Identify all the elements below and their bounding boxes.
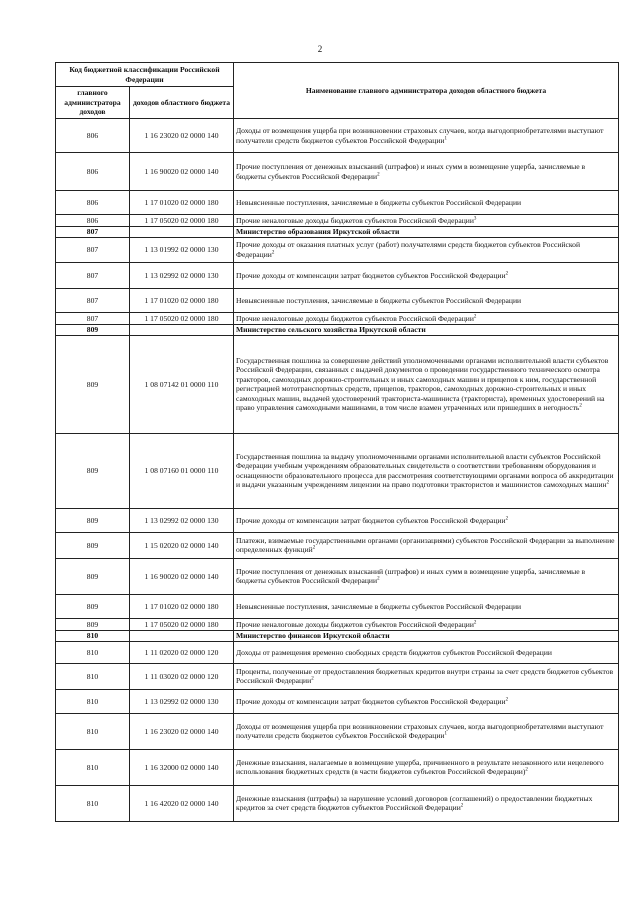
admin-code-cell: 810 [56,641,130,663]
income-name-cell [234,558,619,594]
footnote-marker: 2 [579,403,582,409]
footnote-marker: 1 [444,135,447,141]
income-name-cell [234,433,619,508]
income-name-text: Прочие поступления от денежных взысканий (штрафов) и иных сумм в возмещение ущерба, зачисляемые в бюджеты субъектов Российской Федерации [236,162,586,181]
table-row [56,785,619,821]
footnote-marker: 3 [473,216,477,222]
admin-code-cell: 810 [56,749,130,785]
income-name-cell [234,119,619,153]
income-code-cell: 1 16 23020 02 0000 140 [130,119,234,153]
income-name-text: Прочие неналоговые доходы бюджетов субъектов Российской Федерации [236,619,474,629]
income-code-cell: 1 17 05020 02 0000 180 [130,215,234,227]
income-code-cell: 1 17 05020 02 0000 180 [130,618,234,630]
table-row [56,191,619,215]
income-code-cell: 1 15 02020 02 0000 140 [130,532,234,558]
footnote-marker: 2 [473,620,477,626]
income-code-cell: 1 17 01020 02 0000 180 [130,191,234,215]
admin-code-cell: 807 [56,312,130,324]
income-code-cell: 1 16 90020 02 0000 140 [130,153,234,191]
table-row [56,641,619,663]
table-row [56,262,619,288]
admin-code-cell: 809 [56,325,130,335]
income-name-text: Денежные взыскания, налагаемые в возмещение ущерба, причиненного в результате незаконного или нецелевого использования бюджетных средств (в части бюджетов субъектов Российской Федерации) [236,757,604,777]
admin-code-cell: 809 [56,618,130,630]
footnote-marker: 2 [525,767,528,773]
page-number: 2 [317,44,323,54]
administrator-name-cell [234,227,619,237]
income-name-cell [234,215,619,227]
admin-code-cell: 809 [56,594,130,618]
income-name-text: Министерство образования Иркутской области [236,227,400,237]
income-code-cell: 1 16 42020 02 0000 140 [130,785,234,821]
income-code-cell: 1 13 02992 02 0000 130 [130,508,234,532]
header-name-column: Наименование главного администратора доходов областного бюджета [234,63,619,119]
table-row [56,689,619,713]
table-row [56,618,619,630]
income-name-cell [234,508,619,532]
table-row [56,749,619,785]
income-name-text: Невыясненные поступления, зачисляемые в бюджеты субъектов Российской Федерации [236,197,522,207]
income-code-cell: 1 16 90020 02 0000 140 [130,558,234,594]
header-income-column: доходов областного бюджета [130,87,234,119]
income-name-text: Прочие доходы от оказания платных услуг (работ) получателями средств бюджетов субъектов Российской Федерации [236,240,581,259]
admin-code-cell: 809 [56,433,130,508]
income-name-text: Прочие неналоговые доходы бюджетов субъектов Российской Федерации [236,216,474,225]
income-name-cell [234,262,619,288]
table-row [56,713,619,749]
admin-code-cell: 809 [56,532,130,558]
income-name-cell [234,237,619,262]
footnote-marker: 2 [505,516,509,522]
income-name-cell [234,749,619,785]
income-code-cell: 1 13 02992 02 0000 130 [130,262,234,288]
income-name-cell [234,312,619,324]
income-name-text: Платежи, взимаемые государственными органами (организациями) субъектов Российской Федерации за выполнение определенных функций [236,535,615,555]
admin-code-cell: 810 [56,689,130,713]
header-admin-column: главного администратора доходов [56,87,130,119]
income-name-text: Прочие поступления от денежных взысканий (штрафов) и иных сумм в возмещение ущерба, зачисляемые в бюджеты субъектов Российской Федерации [236,566,586,586]
income-name-text: Прочие неналоговые доходы бюджетов субъектов Российской Федерации [236,313,474,323]
footnote-marker: 2 [606,480,610,486]
income-code-cell [130,227,234,237]
footnote-marker: 2 [473,314,477,320]
table-row [56,508,619,532]
admin-code-cell: 810 [56,785,130,821]
income-code-cell: 1 13 01992 02 0000 130 [130,237,234,262]
income-name-text: Доходы от возмещения ущерба при возникновении страховых случаев, когда выгодоприобретателями выступают получатели средств бюджетов субъектов Российской Федерации [236,721,604,741]
admin-code-cell: 807 [56,288,130,312]
admin-code-cell: 809 [56,335,130,433]
admin-code-cell: 806 [56,191,130,215]
income-name-cell [234,663,619,689]
income-name-text: Невыясненные поступления, зачисляемые в бюджеты субъектов Российской Федерации [236,601,522,611]
footnote-marker: 2 [377,171,380,177]
admin-code-cell: 807 [56,237,130,262]
table-row [56,288,619,312]
table-row [56,663,619,689]
budget-classification-table [55,62,619,822]
table-row [56,433,619,508]
table-body [56,119,619,822]
income-code-cell: 1 11 03020 02 0000 120 [130,663,234,689]
income-name-text: Государственная пошлина за выдачу уполномоченными органами исполнительной власти субъектов Российской Федерации учебным учреждениям образовательных свидетельств о соответствии требованиям оборудования и оснащенности образовательного процесса для рассмотрения соответствующими органами вопроса об аккредитации и выдачи указанным учреждениям лицензии на право подготовки трактористов и машинистов самоходных машин [236,451,614,490]
admin-code-cell: 807 [56,227,130,237]
income-name-text: Денежные взыскания (штрафы) за нарушение условий договоров (соглашений) о предоставлении бюджетных кредитов за счет средств бюджетов субъектов Российской Федерации [236,793,593,813]
income-name-cell [234,641,619,663]
footnote-marker: 2 [271,250,275,256]
admin-code-cell: 809 [56,558,130,594]
income-name-cell [234,191,619,215]
income-code-cell: 1 17 01020 02 0000 180 [130,288,234,312]
income-name-text: Доходы от возмещения ущерба при возникновении страховых случаев, когда выгодоприобретателями выступают получатели средств бюджетов субъектов Российской Федерации [236,126,604,145]
income-name-text: Доходы от размещения временно свободных средств бюджетов субъектов Российской Федерации [236,647,552,657]
footnote-marker: 2 [312,545,316,551]
footnote-marker: 2 [460,803,464,809]
table-row [56,237,619,262]
income-name-cell [234,594,619,618]
income-name-cell [234,335,619,433]
administrator-name-cell [234,325,619,335]
section-row [56,227,619,237]
footnote-marker: 2 [311,676,314,682]
income-code-cell [130,631,234,641]
footnote-marker: 2 [505,271,509,277]
footnote-marker: 1 [444,731,447,737]
table-row [56,312,619,324]
income-name-text: Министерство сельского хозяйства Иркутской области [236,325,426,335]
income-name-cell [234,532,619,558]
header-group-title: Код бюджетной классификации Российской Федерации [56,63,234,87]
admin-code-cell: 810 [56,631,130,641]
income-name-text: Государственная пошлина за совершение действий уполномоченными органами исполнительной власти субъектов Российской Федерации, связанных с выдачей документов о проведении государственного технического осмотра тракторов, самоходных дорожно-строительных и иных самоходных машин и прицепов к ним, государственной регистрацией мототранспортных средств, прицепов, тракторов, самоходных дорожно-строительных и иных самоходных машин, выдачей удостоверений тракториста-машиниста (тракториста), временных удостоверений на право управления самоходными машинами, в том числе взамен утраченных или пришедших в негодность [236,355,609,413]
admin-code-cell: 807 [56,262,130,288]
table-row [56,215,619,227]
section-row [56,631,619,641]
administrator-name-cell [234,631,619,641]
income-name-text: Невыясненные поступления, зачисляемые в бюджеты субъектов Российской Федерации [236,295,522,305]
table-row [56,532,619,558]
table-row [56,119,619,153]
table-row [56,335,619,433]
admin-code-cell: 806 [56,215,130,227]
income-name-cell [234,785,619,821]
income-code-cell: 1 13 02992 02 0000 130 [130,689,234,713]
footnote-marker: 2 [505,697,509,703]
income-name-cell [234,618,619,630]
income-code-cell: 1 17 05020 02 0000 180 [130,312,234,324]
income-name-cell [234,288,619,312]
footnote-marker: 2 [377,576,380,582]
income-name-cell [234,153,619,191]
income-name-cell [234,689,619,713]
income-name-text: Проценты, полученные от предоставления бюджетных кредитов внутри страны за счет средств бюджетов субъектов Российской Федерации [236,666,614,686]
income-code-cell: 1 16 32000 02 0000 140 [130,749,234,785]
income-code-cell: 1 16 23020 02 0000 140 [130,713,234,749]
income-name-text: Прочие доходы от компенсации затрат бюджетов субъектов Российской Федерации [236,515,506,525]
admin-code-cell: 806 [56,119,130,153]
income-code-cell: 1 08 07160 01 0000 110 [130,433,234,508]
income-name-text: Министерство финансов Иркутской области [236,631,390,641]
section-row [56,325,619,335]
income-name-text: Прочие доходы от компенсации затрат бюджетов субъектов Российской Федерации [236,696,506,706]
table-row [56,558,619,594]
income-code-cell [130,325,234,335]
admin-code-cell: 810 [56,663,130,689]
income-code-cell: 1 08 07142 01 0000 110 [130,335,234,433]
income-code-cell: 1 17 01020 02 0000 180 [130,594,234,618]
income-name-cell [234,713,619,749]
income-name-text: Прочие доходы от компенсации затрат бюджетов субъектов Российской Федерации [236,270,506,280]
admin-code-cell: 809 [56,508,130,532]
table-row [56,153,619,191]
admin-code-cell: 806 [56,153,130,191]
income-code-cell: 1 11 02020 02 0000 120 [130,641,234,663]
table-row [56,594,619,618]
admin-code-cell: 810 [56,713,130,749]
